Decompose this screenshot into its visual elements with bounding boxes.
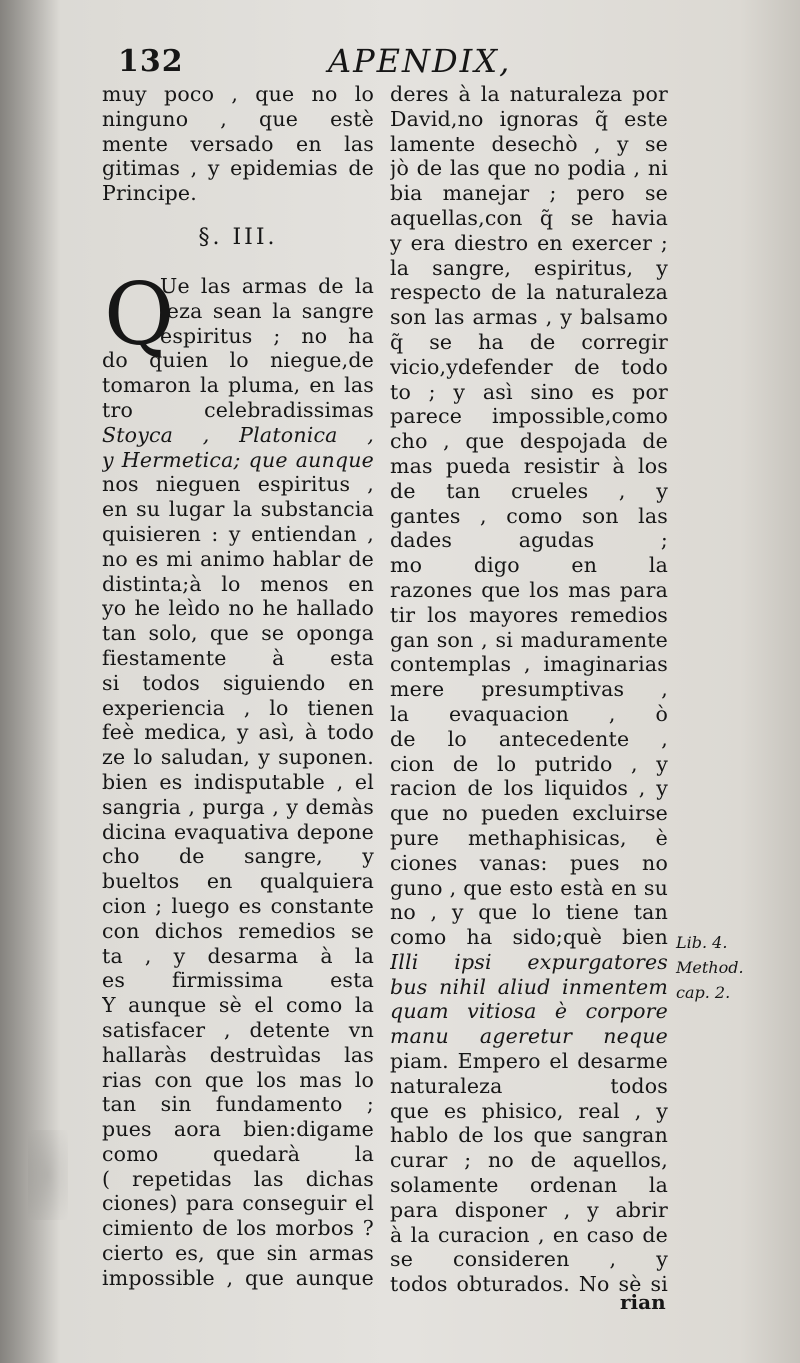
text-line: piam. Empero el desarme	[390, 1049, 668, 1074]
text-line: quam vitiosa è corpore	[390, 999, 668, 1024]
right-column	[390, 82, 668, 1297]
text-line: la evaquacion , ò	[390, 701, 668, 726]
text-line: gantes , como son las	[390, 503, 668, 528]
text-line: respecto de la naturaleza	[390, 280, 668, 305]
text-line: Stoyca , Platonica ,	[102, 422, 374, 447]
drop-cap: Q	[104, 265, 175, 365]
text-line: de lo antecedente ,	[390, 726, 668, 751]
text-line: la sangre, espiritus, y	[390, 255, 668, 280]
text-line: deres à la naturaleza por	[390, 82, 668, 106]
text-line: aquellas,con q̃ se havia	[390, 205, 668, 230]
text-line: dades agudas ;	[390, 528, 668, 553]
text-line: que no pueden excluirse	[390, 801, 668, 826]
text-line: bien es indisputable , el	[102, 769, 374, 794]
text-line: tan solo, que se oponga	[102, 621, 374, 646]
text-line: jò de las que no podia , ni	[390, 156, 668, 181]
text-line: to ; y asì sino es por	[390, 379, 668, 404]
text-line: espiritus ; no ha	[160, 323, 374, 348]
text-line: que es phisico, real , y	[390, 1098, 668, 1123]
text-line: Illi ipsi expurgatores	[390, 949, 668, 974]
catchword: rian	[620, 1290, 666, 1314]
text-line: si todos siguiendo en	[102, 670, 374, 695]
text-line: Y aunque sè el como la	[102, 993, 374, 1018]
text-line: Ue las armas de la	[160, 274, 374, 298]
text-line: tro celebradissimas	[102, 397, 374, 422]
text-line: tomaron la pluma, en las	[102, 373, 374, 398]
text-line: leza sean la sangre	[160, 298, 374, 323]
text-line: quisieren : y entiendan ,	[102, 521, 374, 546]
text-line: experiencia , lo tienen	[102, 695, 374, 720]
text-line: yo he leìdo no he hallado	[102, 596, 374, 621]
text-line: en su lugar la substancia	[102, 497, 374, 522]
text-line: se consideren , y	[390, 1247, 668, 1272]
text-line: son las armas , y balsamo	[390, 305, 668, 330]
text-line: feè medica, y asì, à todo	[102, 720, 374, 745]
running-head: APENDIX,	[328, 42, 512, 80]
text-line: cion ; luego es constante	[102, 893, 374, 918]
text-line: distinta;à lo menos en	[102, 571, 374, 596]
text-line: ciones) para conseguir el	[102, 1191, 374, 1216]
text-line: no , y que lo tiene tan	[390, 900, 668, 925]
text-line: cierto es, que sin armas	[102, 1241, 374, 1266]
page-header	[110, 42, 680, 82]
left-body-lines	[102, 348, 374, 1290]
text-line: parece impossible,como	[390, 404, 668, 429]
text-line: à la curacion , en caso de	[390, 1222, 668, 1247]
text-line: nos nieguen espiritus ,	[102, 472, 374, 497]
page-number: 132	[118, 44, 184, 79]
text-line: bia manejar ; pero se	[390, 181, 668, 206]
text-line: tir los mayores remedios	[390, 602, 668, 627]
margin-note-line: cap. 2.	[676, 982, 731, 1002]
margin-note-line: Lib. 4.	[676, 933, 728, 952]
text-line: y Hermetica; que aunque	[102, 447, 374, 472]
text-line: bus nihil aliud inmentem	[390, 974, 668, 999]
text-line: pure methaphisicas, è	[390, 825, 668, 850]
text-line: no es mi animo hablar de	[102, 546, 374, 571]
text-line: rias con que los mas lo	[102, 1067, 374, 1092]
text-line: naturaleza todos	[390, 1073, 668, 1098]
text-line: cho , que despojada de	[390, 429, 668, 454]
text-line: y era diestro en exercer ;	[390, 230, 668, 255]
text-line: todos obturados. No sè si	[390, 1272, 668, 1297]
page-smudge	[28, 1130, 68, 1220]
left-top-paragraph	[102, 82, 374, 206]
text-line: guno , que esto està en su	[390, 875, 668, 900]
margin-note	[676, 930, 756, 1004]
text-line: contemplas , imaginarias	[390, 652, 668, 677]
text-line: ( repetidas las dichas	[102, 1166, 374, 1191]
text-line: mo digo en la	[390, 553, 668, 578]
text-line: racion de los liquidos , y	[390, 776, 668, 801]
text-line: es firmissima esta	[102, 968, 374, 993]
text-line: razones que los mas para	[390, 577, 668, 602]
text-line: ninguno , que estè	[102, 106, 374, 131]
text-line: con dichos remedios se	[102, 918, 374, 943]
text-line: vicio,ydefender de todo	[390, 354, 668, 379]
text-line: manu ageretur neque	[390, 1024, 668, 1049]
text-line: mente versado en las	[102, 131, 374, 156]
text-line: mere presumptivas ,	[390, 677, 668, 702]
text-line: ta , y desarma à la	[102, 943, 374, 968]
text-line: do quien lo niegue,de	[102, 348, 374, 373]
text-line: curar ; no de aquellos,	[390, 1148, 668, 1173]
text-line: para disponer , y abrir	[390, 1197, 668, 1222]
text-line: hallaràs destruìdas las	[102, 1042, 374, 1067]
text-line: impossible , que aunque	[102, 1265, 374, 1290]
text-line: Principe.	[102, 181, 197, 206]
text-line: ze lo saludan, y suponen.	[102, 745, 374, 770]
text-line: pues aora bien:digame	[102, 1117, 374, 1142]
text-line: solamente ordenan la	[390, 1173, 668, 1198]
text-line: dicina evaquativa depone	[102, 819, 374, 844]
text-line: q̃ se ha de corregir	[390, 329, 668, 354]
text-line: sangria , purga , y demàs	[102, 794, 374, 819]
text-line: tan sin fundamento ;	[102, 1092, 374, 1117]
text-line: bueltos en qualquiera	[102, 869, 374, 894]
text-line: muy poco , que no lo	[102, 82, 374, 106]
text-line: satisfacer , detente vn	[102, 1017, 374, 1042]
text-line: cion de lo putrido , y	[390, 751, 668, 776]
text-line: cho de sangre, y	[102, 844, 374, 869]
text-line: ciones vanas: pues no	[390, 850, 668, 875]
text-line: como ha sido;què bien	[390, 925, 668, 950]
text-line: hablo de los que sangran	[390, 1123, 668, 1148]
text-line: como quedarà la	[102, 1141, 374, 1166]
text-line: gitimas , y epidemias de	[102, 156, 374, 181]
text-line: gan son , si maduramente	[390, 627, 668, 652]
text-line: cimiento de los morbos ?	[102, 1216, 374, 1241]
text-line: fiestamente à esta	[102, 645, 374, 670]
text-line: lamente desechò , y se	[390, 131, 668, 156]
section-paragraph	[102, 265, 374, 1291]
text-line: de tan crueles , y	[390, 478, 668, 503]
margin-note-line: Method.	[676, 957, 744, 977]
text-line: David,no ignoras q̃ este	[390, 106, 668, 131]
text-line: mas pueda resistir à los	[390, 453, 668, 478]
right-body-lines	[390, 82, 668, 1297]
section-heading: §. III.	[198, 225, 278, 250]
